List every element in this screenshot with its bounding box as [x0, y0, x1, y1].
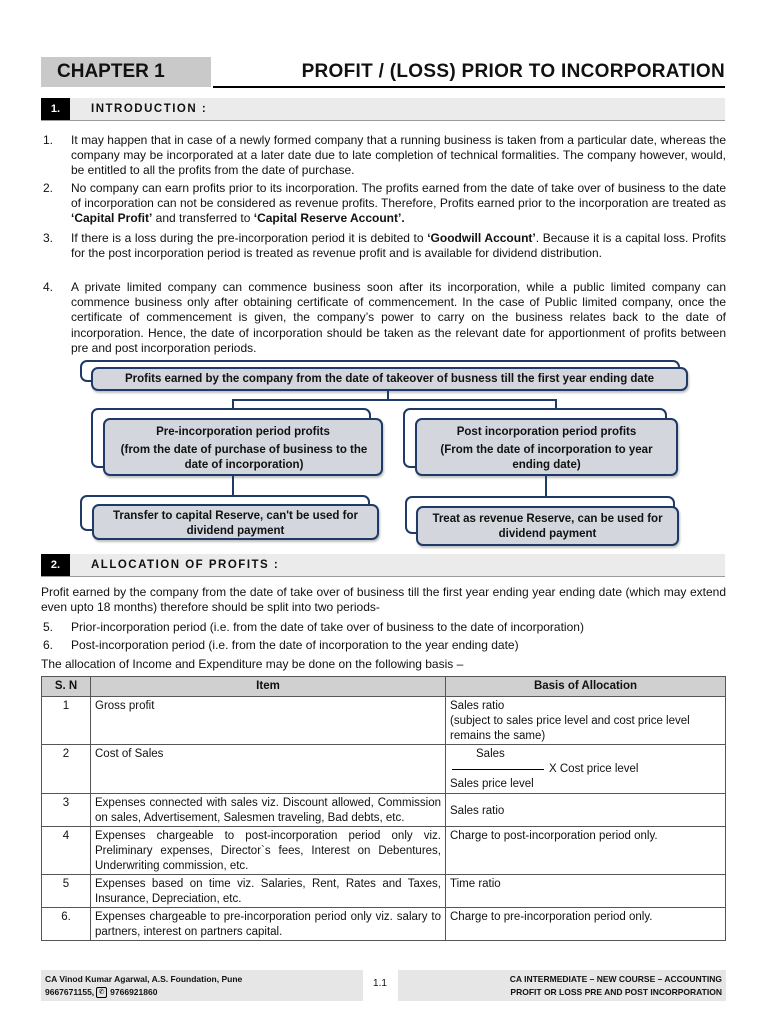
row-basis: Time ratio	[446, 875, 726, 908]
period-item-6	[41, 638, 726, 653]
whatsapp-icon: ✆	[96, 987, 107, 998]
col-basis: Basis of Allocation	[446, 677, 726, 697]
footer-author	[41, 970, 363, 1001]
capital-reserve-term: ‘Capital Reserve Account’.	[253, 211, 405, 226]
row-basis: Sales ratio	[446, 794, 726, 827]
post-box-subtitle: (From the date of incorporation to year ending date)	[440, 444, 653, 471]
connector	[232, 399, 557, 401]
pre-box-subtitle: (from the date of purchase of business to the date of incorporation)	[120, 444, 368, 471]
point-number: 4.	[43, 280, 54, 294]
row-basis	[446, 745, 726, 794]
header-rule	[213, 86, 725, 88]
item-number: 5.	[43, 620, 54, 634]
row-sn: 4	[42, 827, 91, 875]
table-row	[42, 745, 726, 794]
row-item: Gross profit	[91, 697, 446, 745]
intro-point-3	[41, 231, 726, 261]
table-row	[42, 794, 726, 827]
row-basis: Charge to post-incorporation period only.	[446, 827, 726, 875]
point-text: It may happen that in case of a newly formed company that a running business is taken from a particular date, whereas the company may be incorporated at a later date due to late completion of technical formalities. The company however, would, be entitled to all the profits from the date of purchase.	[71, 133, 726, 178]
footer-author-name: CA Vinod Kumar Agarwal, A.S. Foundation, Pune	[45, 974, 243, 984]
intro-point-4	[41, 280, 726, 356]
section-2-title: ALLOCATION OF PROFITS :	[91, 559, 280, 571]
fraction-denominator: Sales price level	[450, 778, 534, 790]
row-basis: Charge to pre-incorporation period only.	[446, 908, 726, 941]
connector	[232, 476, 234, 496]
footer-course-line2: PROFIT OR LOSS PRE AND POST INCORPORATION	[510, 987, 722, 997]
table-header-row	[42, 677, 726, 697]
point-number: 2.	[43, 181, 54, 195]
item-text: Prior-incorporation period (i.e. from the date of take over of business to the date of incorporation)	[71, 620, 584, 634]
section-1-number: 1.	[41, 98, 70, 120]
row-item: Expenses connected with sales viz. Discount allowed, Commission on sales, Advertisement, Salesmen traveling, Bad debts, etc.	[91, 794, 446, 827]
post-box-title: Post incorporation period profits	[456, 426, 637, 438]
row-item: Cost of Sales	[91, 745, 446, 794]
capital-profit-term: ‘Capital Profit’	[71, 211, 153, 226]
section-1-title: INTRODUCTION :	[91, 103, 208, 115]
fraction-numerator: Sales	[476, 748, 505, 760]
page-number: 1.1	[373, 978, 387, 989]
period-item-5	[41, 620, 726, 635]
point-text: No company can earn profits prior to its incorporation. The profits earned from the date of take over of business to the date of incorporation can not be considered as revenue profits. Therefore, Profits earned prior to the incorporation are treated as ‘Capital Profit’ and transferred to ‘Capital Reserve Account’.	[71, 181, 726, 226]
row-sn: 5	[42, 875, 91, 908]
point-number: 1.	[43, 133, 54, 147]
row-sn: 2	[42, 745, 91, 794]
row-item: Expenses chargeable to post-incorporation period only viz. Preliminary expenses, Director`s fees, Interest on Debentures, Underwriting commission, etc.	[91, 827, 446, 875]
table-row	[42, 908, 726, 941]
pre-box-title: Pre-incorporation period profits	[156, 426, 330, 438]
intro-point-1	[41, 133, 726, 179]
basis-note: (subject to sales price level and cost price level remains the same)	[450, 715, 690, 742]
point-text: A private limited company can commence business soon after its incorporation, while a public limited company can commence business only after obtaining certificate of commencement. In the case of Public limited company, once the certificate of commencement is given, the company’s power to carry on the business relates back to the date of incorporation. Hence, the date of incorporation should be taken as the relevant date for apportionment of profits between pre and post incorporation periods.	[71, 280, 726, 355]
table-row	[42, 827, 726, 875]
col-item: Item	[91, 677, 446, 697]
chapter-label: CHAPTER 1	[41, 57, 211, 87]
connector	[545, 476, 547, 496]
fraction-multiplier: X Cost price level	[549, 763, 639, 775]
section-1-bar	[41, 98, 725, 121]
goodwill-term: ‘Goodwill Account’	[427, 231, 536, 245]
row-sn: 6.	[42, 908, 91, 941]
item-number: 6.	[43, 638, 54, 652]
allocation-intro: Profit earned by the company from the date of take over of business till the first year ending year ending date (which may extend even upto 18 months) therefore should be split into two periods-	[41, 585, 726, 615]
item-text: Post-incorporation period (i.e. from the date of incorporation to the year ending date)	[71, 638, 519, 652]
row-item: Expenses based on time viz. Salaries, Rent, Rates and Taxes, Insurance, Depreciation, etc.	[91, 875, 446, 908]
row-sn: 3	[42, 794, 91, 827]
allocation-basis-line: The allocation of Income and Expenditure may be done on the following basis –	[41, 657, 464, 671]
table-row	[42, 697, 726, 745]
top-box-text: Profits earned by the company from the date of takeover of busness till the first year ending date	[124, 373, 655, 385]
fraction-bar	[452, 769, 544, 770]
cost-fraction	[450, 747, 721, 793]
point-number: 3.	[43, 231, 54, 245]
capital-reserve-text: Transfer to capital Reserve, can't be used for dividend payment	[113, 510, 358, 537]
point-text: If there is a loss during the pre-incorporation period it is debited to ‘Goodwill Account’. Because it is a capital loss. Profits for the post incorporation period is treated as revenue profit and is available for dividend distribution.	[71, 231, 726, 261]
footer-phones: 9667671155, ✆ 9766921860	[45, 987, 158, 997]
col-sn: S. N	[42, 677, 91, 697]
revenue-reserve-text: Treat as revenue Reserve, can be used for dividend payment	[432, 513, 663, 540]
row-sn: 1	[42, 697, 91, 745]
row-item: Expenses chargeable to pre-incorporation period only viz. salary to partners, interest on partners capital.	[91, 908, 446, 941]
row-basis: Sales ratio (subject to sales price level and cost price level remains the same)	[446, 697, 726, 745]
section-2-number: 2.	[41, 554, 70, 576]
footer-course	[398, 970, 726, 1001]
table-row	[42, 875, 726, 908]
allocation-table	[41, 676, 726, 941]
section-2-bar	[41, 554, 725, 577]
footer-course-line1: CA INTERMEDIATE – NEW COURSE – ACCOUNTING	[509, 974, 722, 984]
chapter-title: PROFIT / (LOSS) PRIOR TO INCORPORATION	[301, 61, 725, 82]
intro-point-2	[41, 181, 726, 227]
